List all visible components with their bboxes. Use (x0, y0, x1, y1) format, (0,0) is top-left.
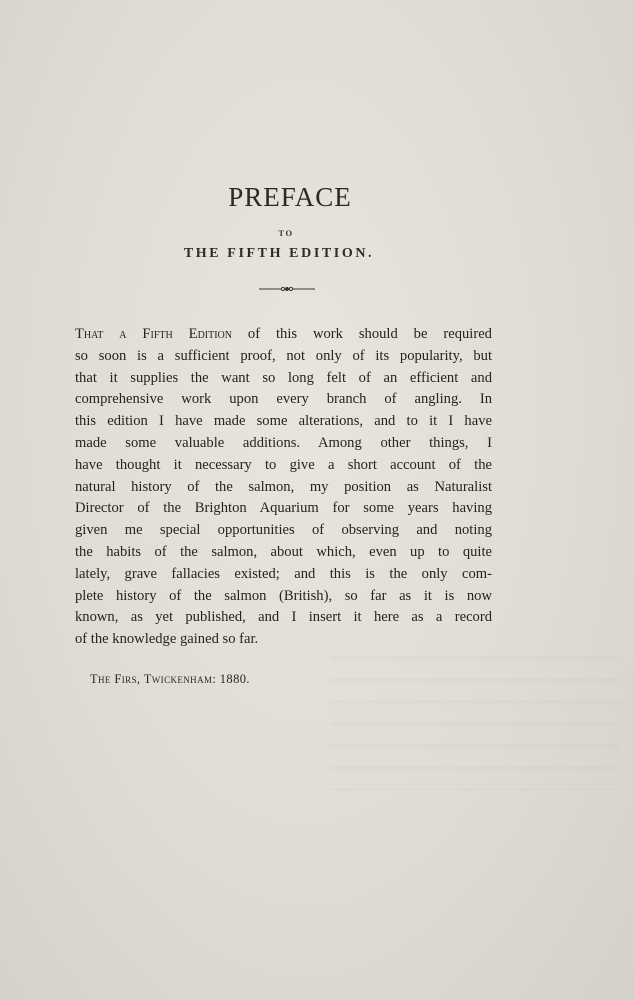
body-line-15: of the knowledge gained so far. (75, 631, 259, 648)
signature-year: 1880. (219, 672, 250, 686)
signature-line (90, 672, 250, 687)
body-line-4: comprehensive work upon every branch of angling. In (75, 391, 492, 408)
body-line-14: known, as yet published, and I insert it here as a record (75, 609, 492, 626)
body-line-9: Director of the Brighton Aquarium for some years having (75, 500, 492, 517)
body-line-13: plete history of the salmon (British), so far as it is now (75, 587, 492, 604)
signature-place: The Firs, Twickenham (90, 672, 213, 686)
preface-body (75, 324, 492, 651)
body-line-5: this edition I have made some alterations, and to it I have (75, 413, 492, 430)
body-line-text: of this work should be required (247, 326, 492, 342)
body-line-11: the habits of the salmon, about which, even up to quite (75, 543, 492, 560)
body-line-6: made some valuable additions. Among other things, I (75, 434, 492, 451)
edition-subtitle: THE FIFTH EDITION. (183, 246, 375, 261)
body-line-3: that it supplies the want so long felt of an efficient and (75, 369, 492, 386)
lead-in-caps: That a (75, 326, 127, 342)
lead-in-caps-edition: Fifth Edition (142, 326, 232, 342)
body-line-1 (75, 324, 492, 346)
body-line-7: have thought it necessary to give a short account of the (75, 456, 492, 473)
signature-separator: : (212, 672, 217, 686)
preface-title: PREFACE (228, 182, 352, 212)
show-through-text (330, 640, 620, 790)
body-line-10: given me special opportunities of observing and noting (75, 522, 492, 539)
preface-to: TO (278, 228, 294, 238)
body-line-8: natural history of the salmon, my position as Naturalist (75, 478, 492, 495)
body-line-2: so soon is a sufficient proof, not only of its popularity, but (75, 347, 492, 364)
body-line-12: lately, grave fallacies existed; and this is the only com- (75, 565, 492, 582)
ornament-divider-icon (259, 284, 315, 294)
